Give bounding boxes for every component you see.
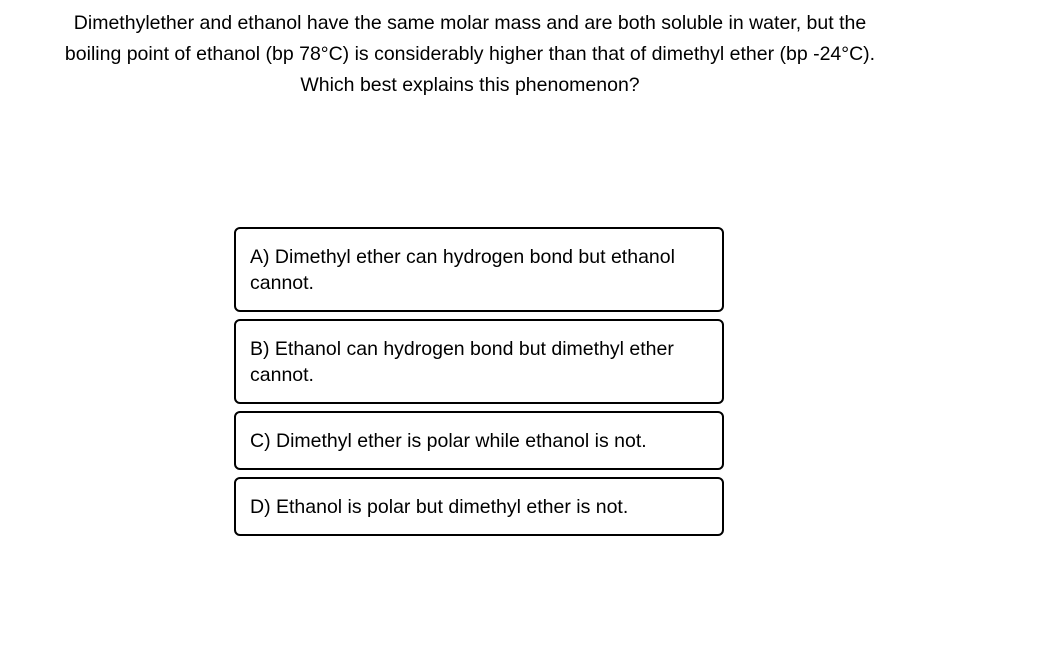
option-d-label: D) Ethanol is polar but dimethyl ether is not. [250,495,629,518]
option-b-button[interactable] [234,319,724,404]
option-c-button[interactable] [234,411,724,470]
option-a-label: A) Dimethyl ether can hydrogen bond but ethanol cannot. [250,245,675,294]
option-d-button[interactable] [234,477,724,536]
option-a-button[interactable] [234,227,724,312]
option-c-label: C) Dimethyl ether is polar while ethanol is not. [250,429,647,452]
answer-options [234,227,724,543]
question-text: Dimethylether and ethanol have the same molar mass and are both soluble in water, but the boiling point of ethanol (bp 78°C) is considerably higher than that of dimethyl ether (bp -24°C). Which best explains this phenomenon? [64,12,876,96]
option-b-label: B) Ethanol can hydrogen bond but dimethyl ether cannot. [250,337,674,386]
